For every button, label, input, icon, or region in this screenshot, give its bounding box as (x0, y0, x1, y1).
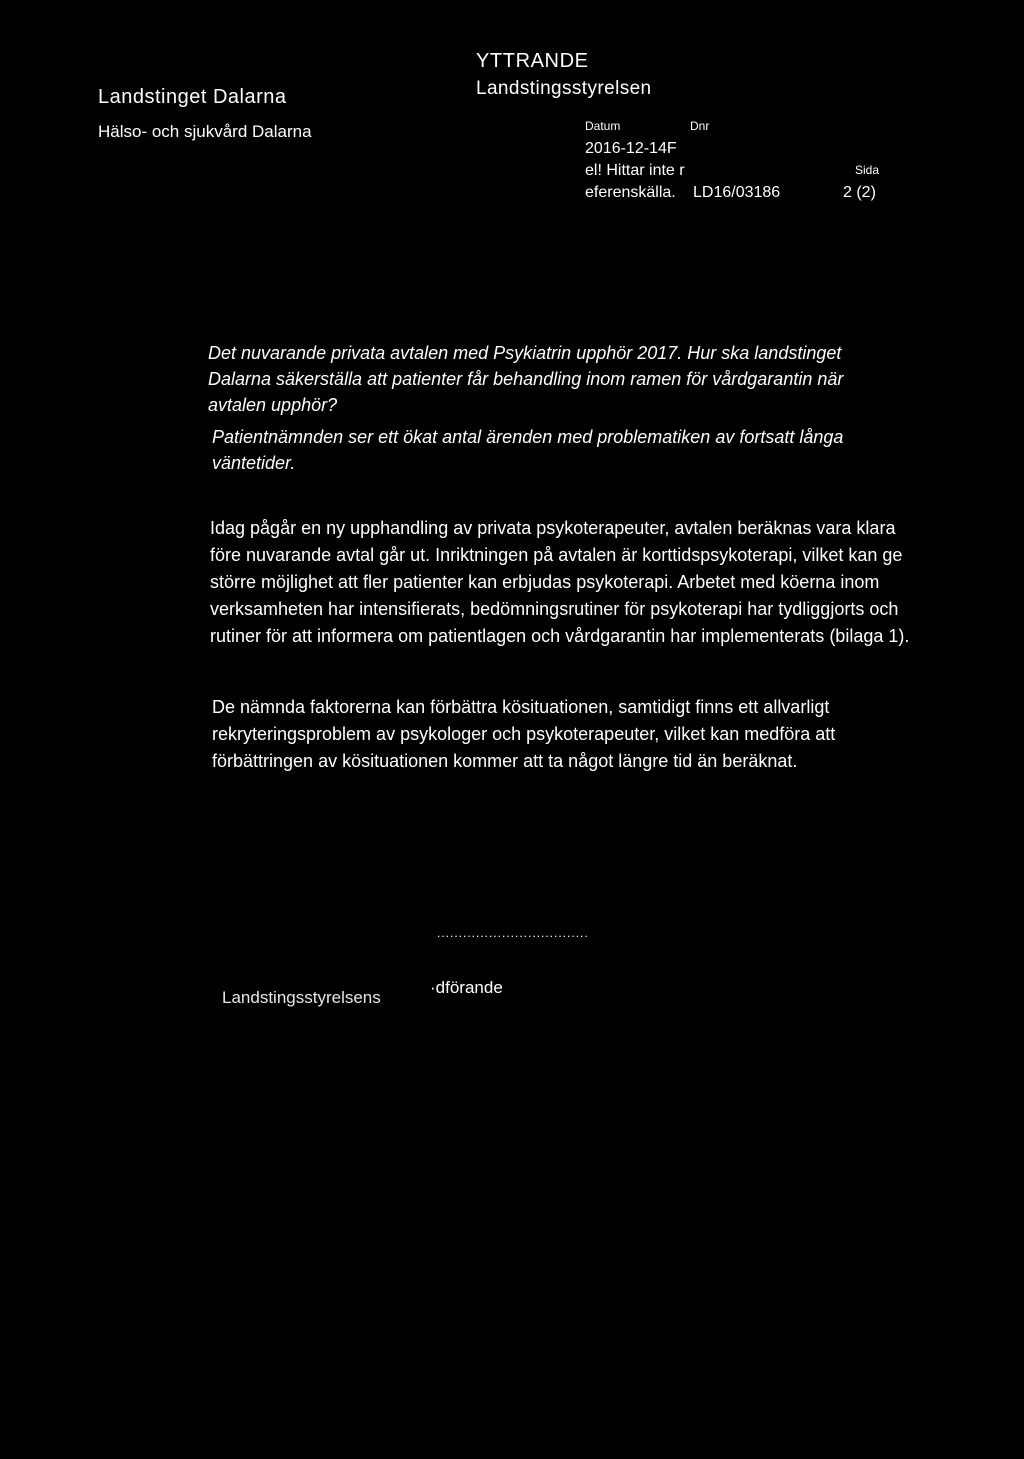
question-paragraph: Det nuvarande privata avtalen med Psykiatrin upphör 2017. Hur ska landstinget Dalarna säkerställa att patienter får behandling inom ramen för vårdgarantin när avtalen upphör? (208, 343, 844, 415)
datum-value: 2016-12-14Fel! Hittar inte referenskälla. (585, 140, 685, 201)
page-number: 2 (2) (843, 184, 876, 201)
sida-label: Sida (855, 163, 880, 177)
note-paragraph: Patientnämnden ser ett ökat antal ärenden med problematiken av fortsatt långa väntetider. (212, 427, 844, 473)
organization-name: Landstinget Dalarna (98, 86, 287, 108)
body-paragraph-2: De nämnda faktorerna kan förbättra kösituationen, samtidigt finns ett allvarligt rekryteringsproblem av psykologer och psykoterapeuter, vilket kan medföra att förbättringen av kösituationen kommer att ta något längre tid än beräknat. (212, 697, 836, 771)
document-type: YTTRANDE (476, 50, 589, 72)
department-name: Hälso- och sjukvård Dalarna (98, 122, 312, 141)
signature-left-fragment (222, 976, 381, 1007)
signature-left-text: Landstingsstyrelsens (222, 988, 381, 1007)
dnr-value: LD16/03186 (693, 184, 781, 201)
dnr-label: Dnr (690, 119, 710, 133)
signature-line: ................................... (437, 926, 589, 940)
datum-label: Datum (585, 119, 621, 133)
body-paragraph-1: Idag pågår en ny upphandling av privata psykoterapeuter, avtalen beräknas vara klara före nuvarande avtal går ut. Inriktningen på avtalen är korttidspsykoterapi, vilket kan ge större möjlighet att fler patienter kan erbjudas psykoterapi. Arbetet med köerna inom verksamheten har intensifierats, bedömningsrutiner för psykoterapi har tydliggjorts och rutiner för att informera om patientlagen och vårdgarantin har implementerats (bilaga 1). (210, 518, 910, 646)
signature-right-fragment: ·dförande (430, 978, 503, 997)
document-recipient: Landstingsstyrelsen (476, 78, 652, 99)
